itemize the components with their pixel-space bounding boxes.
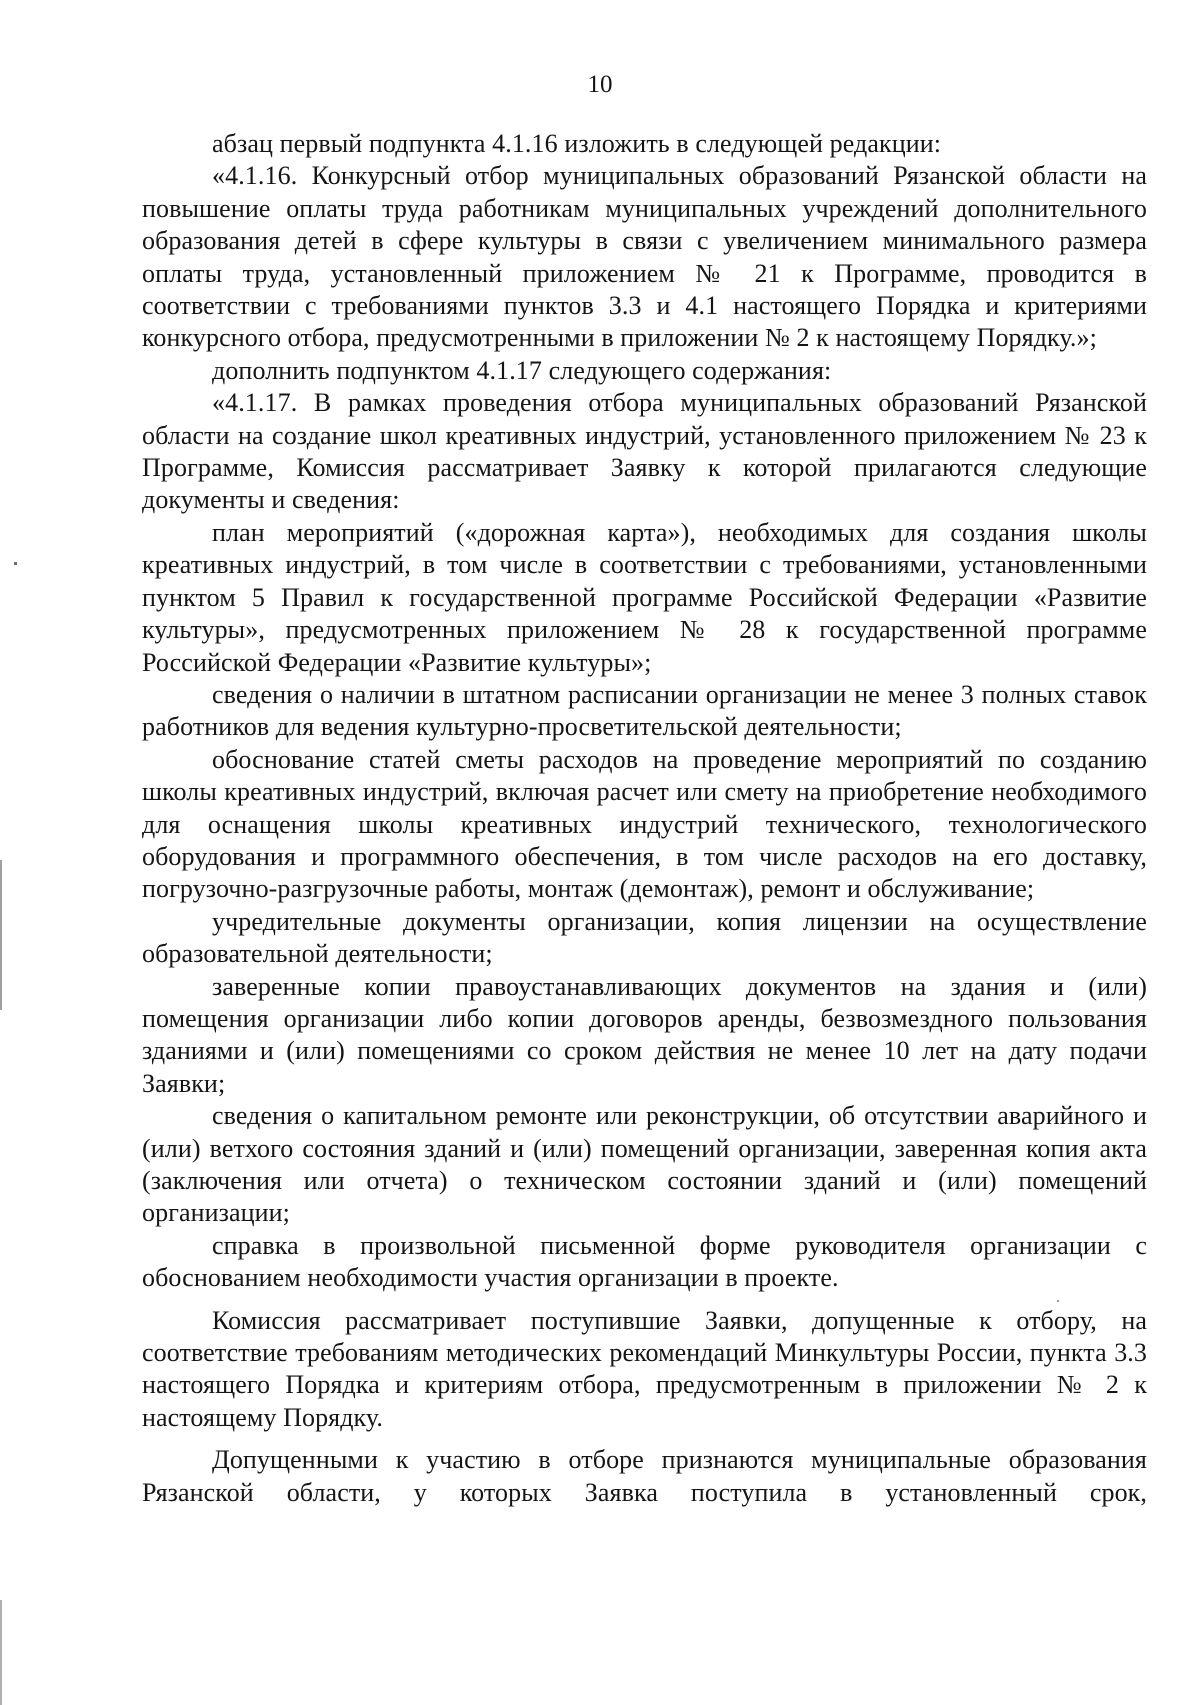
paragraph-2: «4.1.16. Конкурсный отбор муниципальных образований Рязанской области на повышение оплаты труда работникам муниципальных учреждений дополнительного образования детей в сфере культуры в связи с увеличением минимального размера оплаты труда, установленный приложением № 21 к Программе, проводится в соответствии с требованиями пунктов 3.3 и 4.1 настоящего Порядка и критериями конкурсного отбора, предусмотренными в приложении № 2 к настоящему Порядку.»; — [142, 161, 1147, 353]
paragraph-12: Комиссия рассматривает поступившие Заявки, допущенные к отбору, на соответствие требованиям методических рекомендаций Минкультуры России, пункта 3.3 настоящего Порядка и критериям отбора, предусмотренным в приложении № 2 к настоящему Порядку. — [142, 1305, 1147, 1432]
paragraph-1: абзац первый подпункта 4.1.16 изложить в следующей редакции: — [212, 129, 942, 158]
paragraph-6: сведения о наличии в штатном расписании организации не менее 3 полных ставок работников для ведения культурно-просветительской деятельности; — [142, 679, 1147, 742]
page-number: 10 — [587, 71, 613, 98]
paragraph-5: план мероприятий («дорожная карта»), необходимых для создания школы креативных индустрий, в том числе в соответствии с требованиями, установленными пунктом 5 Правил к государственной программе Российской Федерации «Развитие культуры», предусмотренных приложением № 28 к государственной программе Российской Федерации «Развитие культуры»; — [142, 517, 1147, 677]
paragraph-11: справка в произвольной письменной форме руководителя организации с обоснованием необходимости участия организации в проекте. — [142, 1230, 1147, 1293]
paragraph-7: обоснование статей сметы расходов на проведение мероприятий по созданию школы креативных индустрий, включая расчет или смету на приобретение необходимого для оснащения школы креативных индустрий технического, технологического оборудования и программного обеспечения, в том числе расходов на его доставку, погрузочно-разгрузочные работы, монтаж (демонтаж), ремонт и обслуживание; — [142, 744, 1147, 904]
paragraph-4: «4.1.17. В рамках проведения отбора муниципальных образований Рязанской области на создание школ креативных индустрий, установленного приложением № 23 к Программе, Комиссия рассматривает Заявку к которой прилагаются следующие документы и сведения: — [142, 388, 1147, 515]
paragraph-13: Допущенными к участию в отборе признаются муниципальные образования Рязанской области, у которых Заявка поступила в установленный срок, — [142, 1445, 1147, 1507]
scan-artifact-dot-right — [1057, 1300, 1059, 1302]
paragraph-8: учредительные документы организации, копия лицензии на осуществление образовательной деятельности; — [142, 906, 1147, 969]
scan-artifact-line — [0, 860, 2, 1010]
paragraph-9: заверенные копии правоустанавливающих документов на здания и (или) помещения организации либо копии договоров аренды, безвозмездного пользования зданиями и (или) помещениями со сроком действия не менее 10 лет на дату подачи Заявки; — [142, 971, 1147, 1098]
document-body — [142, 128, 1147, 1509]
scan-artifact-dot — [14, 562, 17, 565]
paragraph-3: дополнить подпунктом 4.1.17 следующего содержания: — [212, 355, 832, 385]
paragraph-10: сведения о капитальном ремонте или реконструкции, об отсутствии аварийного и (или) ветхого состояния зданий и (или) помещений организации, заверенная копия акта (заключения или отчета) о техническом состоянии зданий и (или) помещений организации; — [142, 1101, 1147, 1228]
scan-artifact-line-bottom — [0, 1600, 2, 1705]
